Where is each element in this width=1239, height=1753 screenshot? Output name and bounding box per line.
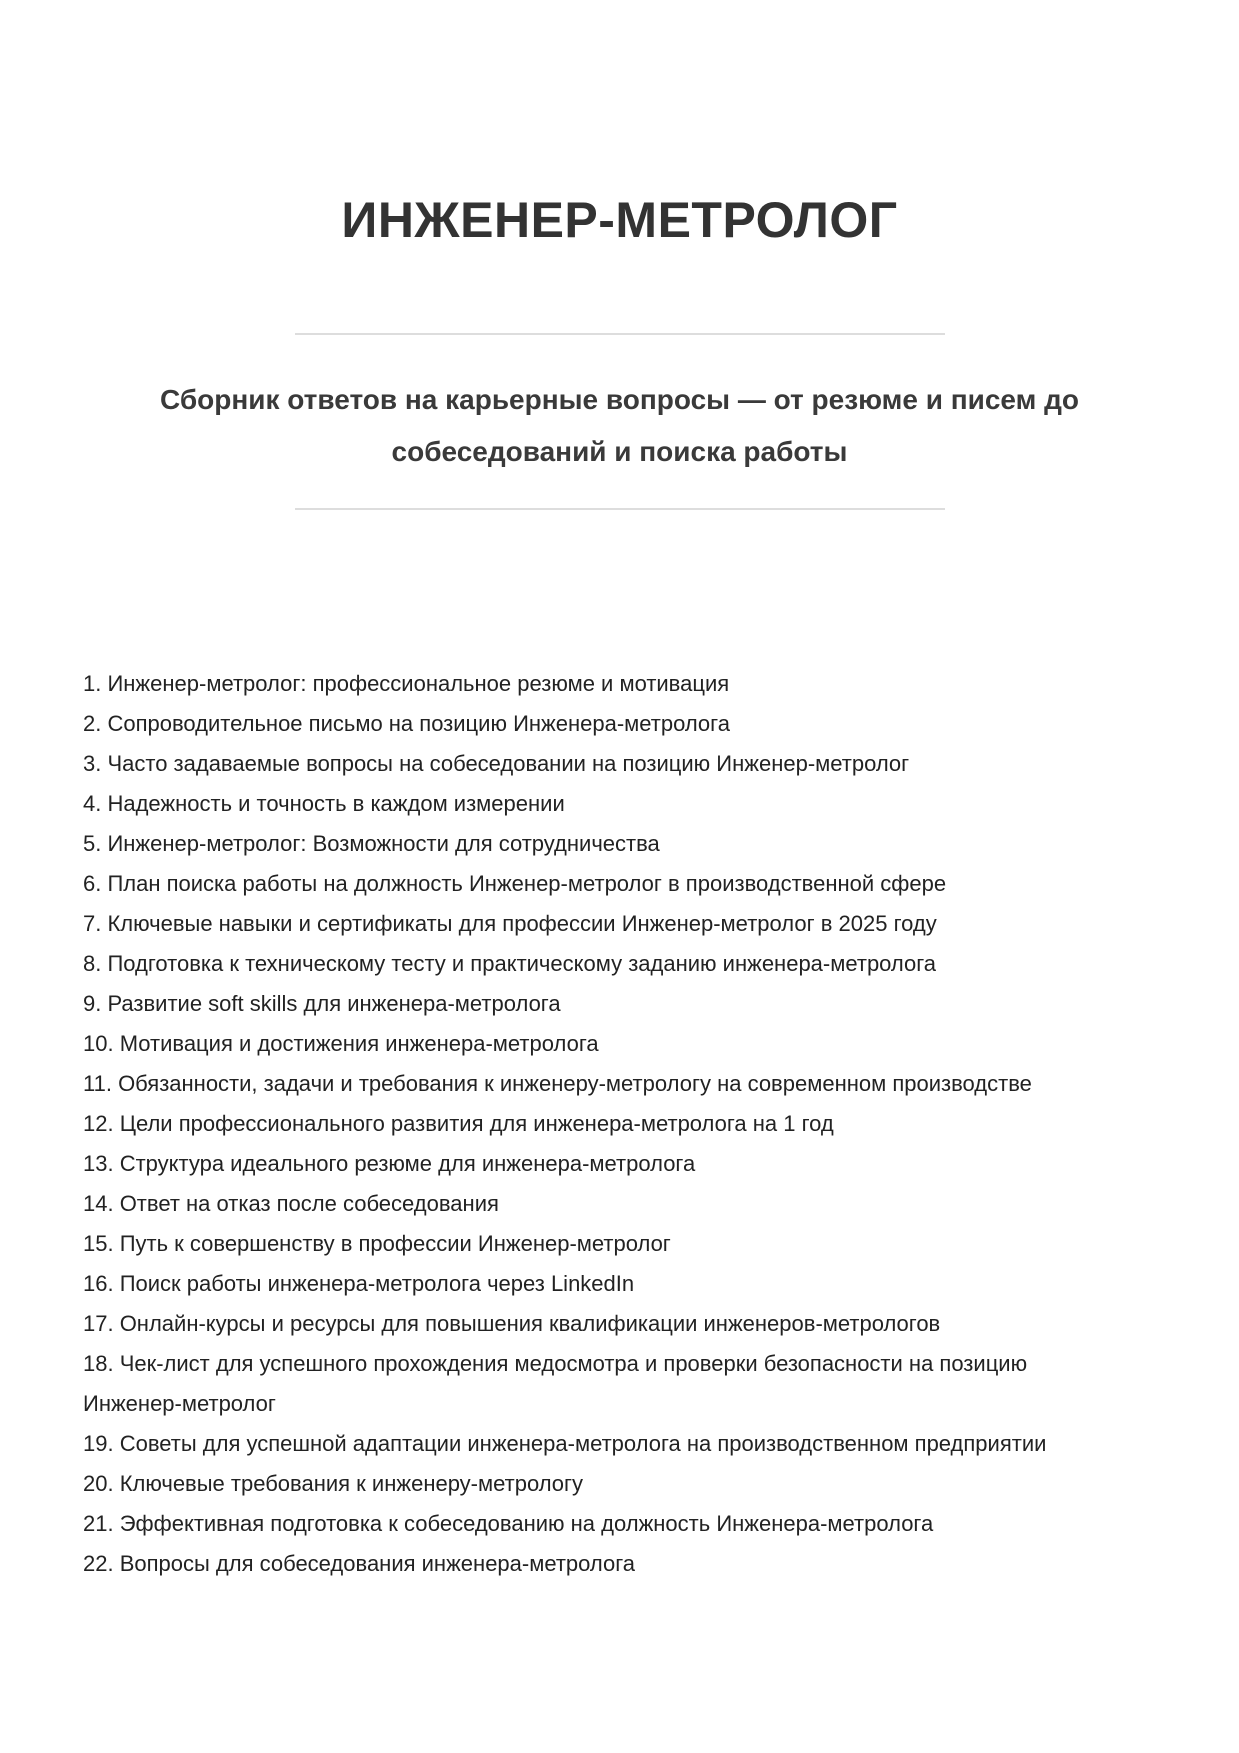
toc-item[interactable]: 13. Структура идеального резюме для инженера-метролога [83,1151,696,1176]
title-divider [295,333,945,335]
toc-item[interactable]: 16. Поиск работы инженера-метролога через LinkedIn [83,1271,635,1296]
toc-item[interactable]: 21. Эффективная подготовка к собеседованию на должность Инженера-метролога [83,1511,934,1536]
toc-item[interactable]: 18. Чек-лист для успешного прохождения медосмотра и проверки безопасности на позицию Инженер-метролог [83,1351,1028,1416]
toc-item[interactable]: 3. Часто задаваемые вопросы на собеседовании на позицию Инженер-метролог [83,751,910,776]
subtitle-divider [295,508,945,510]
toc-item[interactable]: 2. Сопроводительное письмо на позицию Инженера-метролога [83,711,730,736]
toc-item[interactable]: 22. Вопросы для собеседования инженера-метролога [83,1551,636,1576]
toc-item[interactable]: 11. Обязанности, задачи и требования к инженеру-метрологу на современном производстве [83,1071,1032,1096]
toc-item[interactable]: 14. Ответ на отказ после собеседования [83,1191,499,1216]
toc-item[interactable]: 9. Развитие soft skills для инженера-метролога [83,991,561,1016]
toc-item[interactable]: 4. Надежность и точность в каждом измерении [83,791,565,816]
toc-item[interactable]: 7. Ключевые навыки и сертификаты для профессии Инженер-метролог в 2025 году [83,911,937,936]
toc-item[interactable]: 10. Мотивация и достижения инженера-метролога [83,1031,599,1056]
document-title: ИНЖЕНЕР-МЕТРОЛОГ [341,192,898,248]
toc-item[interactable]: 17. Онлайн-курсы и ресурсы для повышения квалификации инженеров-метрологов [83,1311,941,1336]
toc-item[interactable]: 19. Советы для успешной адаптации инженера-метролога на производственном предприятии [83,1431,1047,1456]
document-subtitle: Сборник ответов на карьерные вопросы — от резюме и писем до собеседований и поиска работы [160,384,1079,467]
toc-item[interactable]: 6. План поиска работы на должность Инженер-метролог в производственной сфере [83,871,947,896]
toc-item[interactable]: 8. Подготовка к техническому тесту и практическому заданию инженера-метролога [83,951,937,976]
toc-item[interactable]: 12. Цели профессионального развития для инженера-метролога на 1 год [83,1111,834,1136]
toc-item[interactable]: 15. Путь к совершенству в профессии Инженер-метролог [83,1231,671,1256]
toc-item[interactable]: 20. Ключевые требования к инженеру-метрологу [83,1471,584,1496]
toc-item[interactable]: 1. Инженер-метролог: профессиональное резюме и мотивация [83,671,730,696]
toc-item[interactable]: 5. Инженер-метролог: Возможности для сотрудничества [83,831,660,856]
table-of-contents [83,664,1093,1584]
